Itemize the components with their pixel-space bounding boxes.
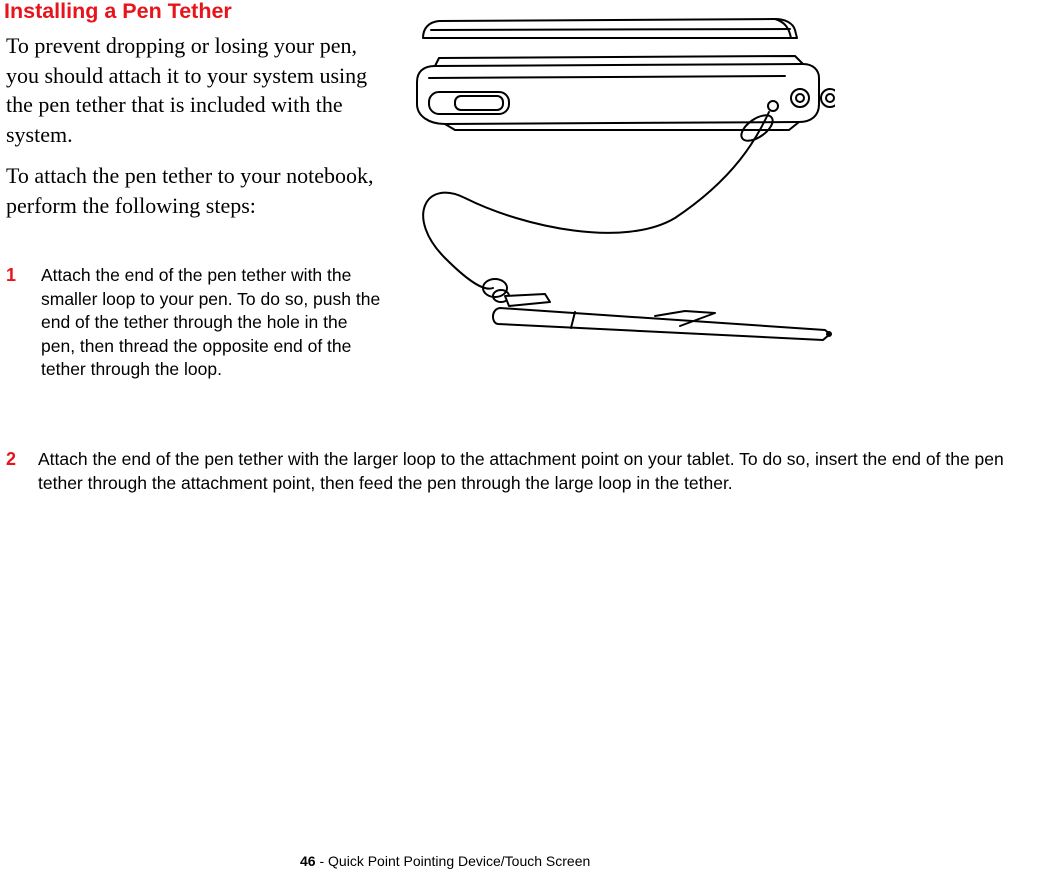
audio-jack xyxy=(791,89,809,107)
page-title: Installing a Pen Tether xyxy=(4,0,232,23)
footer-separator: - xyxy=(315,853,329,869)
audio-jack xyxy=(821,89,835,107)
page-number: 46 xyxy=(300,853,316,869)
footer-section-title: Quick Point Pointing Device/Touch Screen xyxy=(328,853,591,869)
step-text: Attach the end of the pen tether with the larger loop to the attachment point on your tablet. To do so, insert the end of the pen tether through the attachment point, then feed the pen through the large loop in the tether. xyxy=(38,449,1004,493)
step-text: Attach the end of the pen tether with the smaller loop to your pen. To do so, push the end of the tether through the hole in the pen, then thread the opposite end of the tether through the loop. xyxy=(41,265,381,380)
step-number: 1 xyxy=(6,265,17,285)
pen-tether-illustration xyxy=(405,8,835,353)
page-footer xyxy=(300,852,590,870)
tether-cord xyxy=(423,112,769,289)
pen xyxy=(493,294,831,340)
tablet-lid xyxy=(423,19,797,38)
intro-paragraph: To attach the pen tether to your notebook, perform the following steps: xyxy=(6,163,374,218)
intro-paragraph: To prevent dropping or losing your pen, you should attach it to your system using the pen tether that is included with the system. xyxy=(6,33,368,147)
step-number: 2 xyxy=(6,449,17,469)
tether-attachment-point xyxy=(768,101,778,111)
